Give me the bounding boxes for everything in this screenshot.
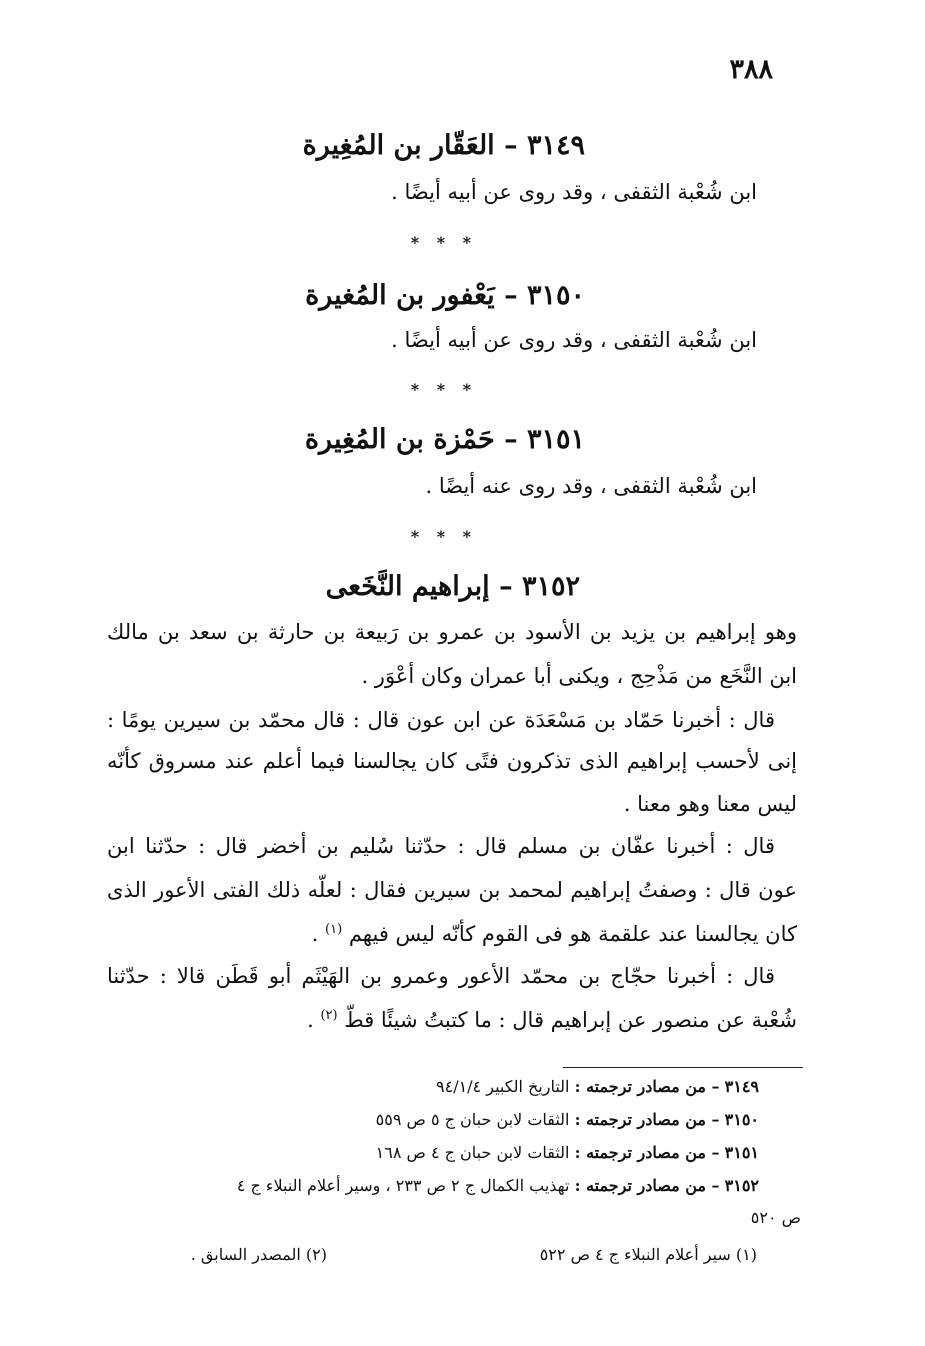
source-number: ٣١٤٩	[724, 1077, 759, 1096]
paragraph-text: كان يجالسنا عند علقمة هو فى القوم كأنّه ليس فيهم	[348, 922, 797, 946]
paragraph-line: قال : أخبرنا حجّاج بن محمّد الأعور وعمرو بن الهَيْثَم أبو قَطَن قالا : حدّثنا	[107, 964, 775, 988]
source-number: ٣١٥٢	[724, 1176, 759, 1195]
entry-heading-3150: ٣١٥٠ – يَعْفور بن المُغيرة	[305, 280, 585, 311]
footnote-marker-1[interactable]: (١)	[325, 922, 343, 937]
entry-heading-3151: ٣١٥١ – حَمْزة بن المُغِيرة	[304, 424, 585, 455]
entry-text-3149: ابن شُعْبة الثقفى ، وقد روى عن أبيه أيضًا .	[391, 180, 757, 204]
source-line-3152	[237, 1176, 759, 1195]
source-label: – من مصادر ترجمته :	[574, 1077, 720, 1096]
source-number: ٣١٥١	[724, 1143, 759, 1162]
separator-stars: * * *	[410, 233, 477, 252]
source-ref: الثقات لابن حبان ج ٥ ص ٥٥٩	[375, 1110, 570, 1129]
source-line-3151	[376, 1143, 759, 1162]
paragraph-line: ليس معنا وهو معنا .	[623, 792, 797, 816]
paragraph-line	[107, 922, 797, 946]
separator-stars: * * *	[410, 380, 477, 399]
source-continuation: ص ٥٢٠	[750, 1208, 801, 1227]
source-label: – من مصادر ترجمته :	[574, 1143, 720, 1162]
paragraph-line: إنى لأحسب إبراهيم الذى تذكرون فتًى كان يجالسنا فيما أعلم عند مسروق كأنّه	[107, 749, 797, 773]
entry-heading-3152: ٣١٥٢ – إبراهيم النَّخَعى	[325, 571, 580, 602]
paragraph-text: .	[307, 1008, 321, 1032]
footnote-1: (١) سير أعلام النبلاء ج ٤ ص ٥٢٢	[539, 1245, 757, 1264]
paragraph-line: عون قال : وصفتُ إبراهيم لمحمد بن سيرين فقال : لعلّه ذلك الفتى الأعور الذى	[107, 878, 797, 902]
source-ref: التاريخ الكبير ٩٤/١/٤	[436, 1077, 570, 1096]
paragraph-text: شُعْبة عن منصور عن إبراهيم قال : ما كتبتُ شيئًا قطّ	[344, 1008, 797, 1032]
paragraph-line	[107, 1008, 797, 1032]
entry-text-3150: ابن شُعْبة الثقفى ، وقد روى عن أبيه أيضًا .	[391, 328, 757, 352]
source-label: – من مصادر ترجمته :	[574, 1110, 720, 1129]
separator-stars: * * *	[410, 527, 477, 546]
source-line-3150	[376, 1110, 759, 1129]
paragraph-line: ابن النَّخَع من مَذْحِج ، ويكنى أبا عمران وكان أعْوَر .	[361, 664, 797, 688]
paragraph-line: قال : أخبرنا عفّان بن مسلم قال : حدّثنا سُليم بن أخضر قال : حدّثنا ابن	[107, 834, 775, 858]
paragraph-line: قال : أخبرنا حَمّاد بن مَسْعَدَة عن ابن عون قال : قال محمّد بن سيرين يومًا :	[107, 708, 775, 732]
source-line-3149	[436, 1077, 759, 1096]
entry-heading-3149: ٣١٤٩ – العَقّار بن المُغِيرة	[302, 130, 585, 161]
page-number: ٣٨٨	[729, 54, 773, 85]
footnote-marker-2[interactable]: (٢)	[320, 1008, 338, 1023]
footnote-2: (٢) المصدر السابق .	[190, 1245, 327, 1264]
source-number: ٣١٥٠	[724, 1110, 759, 1129]
source-label: – من مصادر ترجمته :	[574, 1176, 720, 1195]
entry-text-3151: ابن شُعْبة الثقفى ، وقد روى عنه أيضًا .	[425, 474, 757, 498]
paragraph-text: .	[311, 922, 325, 946]
source-ref: الثقات لابن حبان ج ٤ ص ١٦٨	[375, 1143, 570, 1162]
source-ref: تهذيب الكمال ج ٢ ص ٢٣٣ ، وسير أعلام النبلاء ج ٤	[236, 1176, 570, 1195]
paragraph-line: وهو إبراهيم بن يزيد بن الأسود بن عمرو بن رَبيعة بن حارثة بن سعد بن مالك	[107, 620, 797, 644]
footnote-divider	[563, 1067, 803, 1068]
